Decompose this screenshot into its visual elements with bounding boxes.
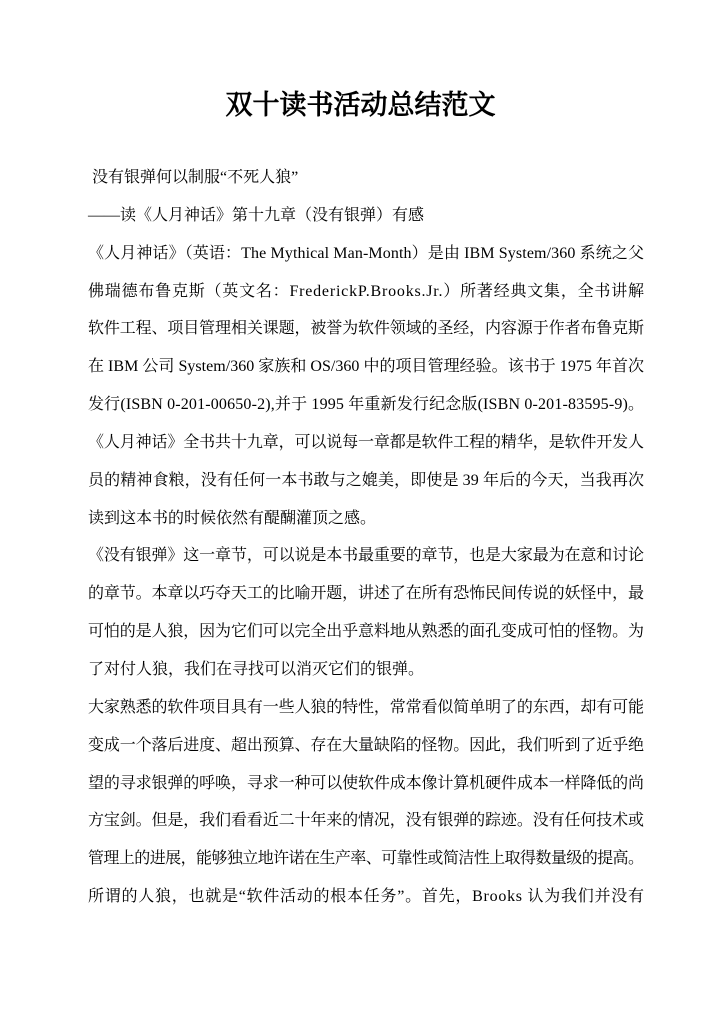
text-line — [88, 878, 644, 916]
document-body — [88, 159, 644, 916]
text-line-content: 的章节。本章以巧夺天工的比喻开题，讲述了在所有恐怖民间传说的妖怪中，最 — [88, 585, 644, 603]
text-line-content: 读到这本书的时候依然有醍醐灌顶之感。 — [88, 509, 377, 527]
paragraph — [88, 878, 644, 916]
text-line-content: 没有银弹何以制服“不死人狼” — [88, 169, 299, 186]
text-line-content: 员的精神食粮，没有任何一本书敢与之媲美，即使是 39 年后的今天，当我再次 — [88, 471, 645, 489]
text-line — [88, 765, 644, 803]
text-line — [88, 197, 644, 235]
text-line-content: 大家熟悉的软件项目具有一些人狼的特性，常常看似简单明了的东西，却有可能 — [88, 698, 644, 716]
text-line-content: 《人月神话》（英语：The Mythical Man-Month）是由 IBM System/360 系统之父 — [88, 244, 645, 262]
text-line-content: 佛瑞德布鲁克斯（英文名：FrederickP.Brooks.Jr.）所著经典文集，全书讲解 — [88, 282, 645, 300]
text-line — [88, 500, 644, 538]
paragraph — [88, 197, 644, 235]
text-line-content: 所谓的人狼，也就是“软件活动的根本任务”。首先，Brooks 认为我们并没有 — [88, 888, 645, 906]
text-line — [88, 727, 644, 765]
text-line — [88, 462, 644, 500]
text-line — [88, 424, 644, 462]
text-line-content: 管理上的进展，能够独立地许诺在生产率、可靠性或简洁性上取得数量级的提高。 — [88, 850, 644, 868]
text-line-content: 在 IBM 公司 System/360 家族和 OS/360 中的项目管理经验。该书于 1975 年首次 — [88, 358, 644, 376]
text-line-content: 发行(ISBN 0-201-00650-2),并于 1995 年重新发行纪念版(ISBN 0-201-83595-9)。 — [88, 396, 645, 414]
text-line — [88, 310, 644, 348]
text-line — [88, 689, 644, 727]
text-line-content: 变成一个落后进度、超出预算、存在大量缺陷的怪物。因此，我们听到了近乎绝 — [88, 736, 644, 754]
paragraph — [88, 424, 644, 538]
text-line-content: ——读《人月神话》第十九章（没有银弹）有感 — [88, 206, 425, 224]
text-line — [88, 613, 644, 651]
text-line — [88, 235, 644, 273]
text-line-content: 方宝剑。但是，我们看看近二十年来的情况，没有银弹的踪迹。没有任何技术或 — [88, 812, 644, 830]
paragraph — [88, 537, 644, 688]
paragraph — [88, 235, 644, 424]
text-line — [88, 575, 644, 613]
text-line — [88, 348, 644, 386]
document-title: 双十读书活动总结范文 — [225, 90, 496, 120]
text-line-content: 《人月神话》全书共十九章，可以说每一章都是软件工程的精华，是软件开发人 — [88, 433, 644, 451]
text-line-content: 《没有银弹》这一章节，可以说是本书最重要的章节，也是大家最为在意和讨论 — [88, 547, 644, 565]
text-line — [88, 537, 644, 575]
text-line — [88, 159, 644, 197]
text-line-content: 软件工程、项目管理相关课题，被誉为软件领域的圣经，内容源于作者布鲁克斯 — [88, 320, 644, 338]
paragraph — [88, 159, 644, 197]
text-line-content: 望的寻求银弹的呼唤，寻求一种可以使软件成本像计算机硬件成本一样降低的尚 — [88, 774, 644, 792]
text-line-content: 可怕的是人狼，因为它们可以完全出乎意料地从熟悉的面孔变成可怕的怪物。为 — [88, 623, 644, 641]
text-line — [88, 840, 644, 878]
paragraph — [88, 689, 644, 878]
text-line — [88, 802, 644, 840]
text-line-content: 了对付人狼，我们在寻找可以消灭它们的银弹。 — [88, 660, 425, 678]
text-line — [88, 273, 644, 311]
text-line — [88, 651, 644, 689]
text-line — [88, 386, 644, 424]
